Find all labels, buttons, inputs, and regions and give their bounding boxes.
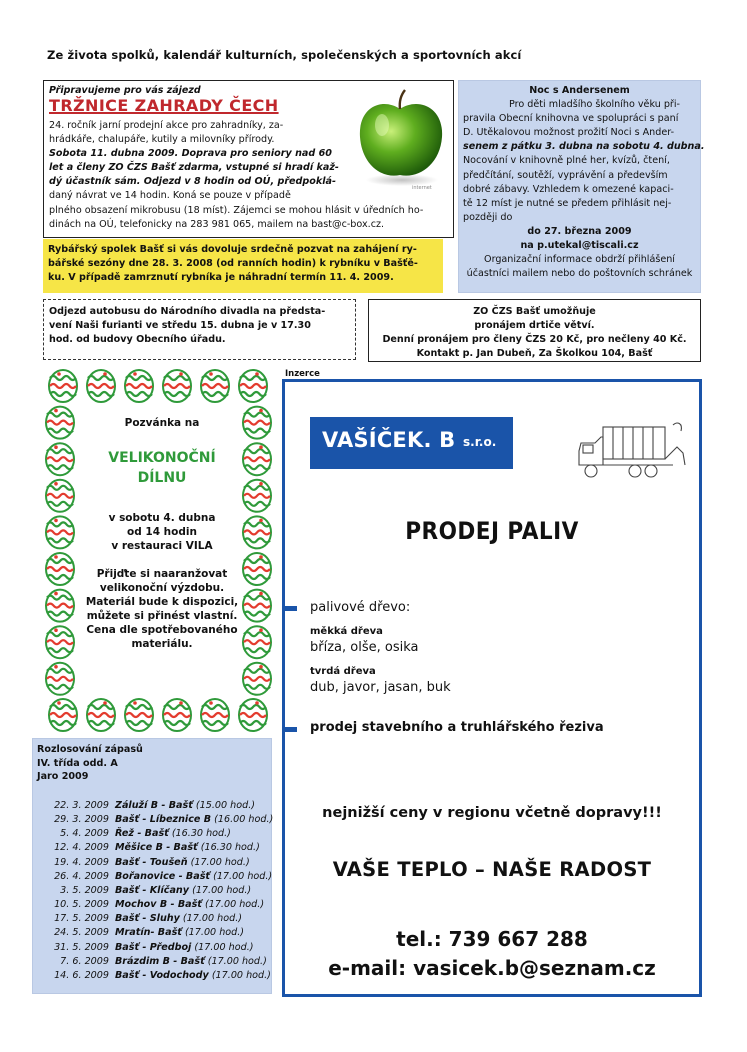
easter-title-1: VELIKONOČNÍ [108,450,216,466]
trznice-line: hrádkáře, chalupáře, kutily a milovníky přírody. [49,134,275,146]
ad-hard-label: tvrdá dřeva [310,666,376,677]
easter-egg-icon [163,370,191,402]
rozl-head-line: IV. třída odd. A [37,757,118,769]
ryb-line: bářské sezóny dne 28. 3. 2008 (od ranních hodin) k rybníku v Bašťě- [48,258,418,270]
match-teams: Bašť - Sluhy [115,913,180,925]
noc-box [458,80,705,293]
noc-line: pravila Obecní knihovna ve spolupráci s paní [463,113,679,125]
match-date: 7. 6. 2009 [60,955,109,967]
match-time: (17.00 hod.) [192,884,252,896]
apple-image [352,87,448,187]
easter-egg-icon [49,370,77,402]
easter-when: v restauraci VILA [111,540,213,552]
match-time: (17.00 hod.) [211,969,271,981]
easter-when: v sobotu 4. dubna [108,512,216,524]
match-date: 3. 5. 2009 [60,884,109,896]
noc-foot: účastníci mailem nebo do poštovních schránek [466,268,693,280]
match-teams: Bašť - Líbeznice B [115,814,212,826]
easter-egg-icon [201,370,229,402]
trznice-line: dý účastník sám. Odjezd v 8 hodin od OÚ, předpoklá- [49,176,337,188]
match-date: 12. 4. 2009 [54,842,109,854]
ryb-line: Rybářský spolek Bašť si vás dovoluje srdečně pozvat na zahájení ry- [48,244,417,255]
apple-credit: internet [412,185,432,191]
odjezd-line: vení Naši furianti ve středu 15. dubna je v 17.30 [49,320,311,332]
easter-invite: Pozvánka na [124,417,200,429]
noc-email: na p.utekal@tiscali.cz [520,240,639,252]
match-row [37,912,273,926]
noc-line: Pro děti mladšího školního věku při- [508,99,680,111]
ad-item-firewood: palivové dřevo: [310,600,411,615]
easter-egg-icon [243,407,271,439]
match-row [37,926,273,940]
match-teams: Bašť - Klíčany [115,884,190,896]
ad-headline: PRODEJ PALIV [405,517,579,545]
easter-egg-icon [243,663,271,695]
match-row [37,955,273,969]
match-row [37,898,273,912]
easter-text: materiálu. [131,638,193,650]
match-date: 14. 6. 2009 [54,969,109,981]
match-row [37,884,273,898]
easter-egg-icon [125,699,153,731]
match-teams: Měšice B - Bašť [115,842,198,854]
easter-egg-icon [243,480,271,512]
match-row [37,799,273,813]
match-time: (17.00 hod.) [213,870,273,882]
odjezd-box [43,299,356,360]
match-time: (17.00 hod.) [207,955,267,967]
inzerce-label: Inzerce [285,369,320,379]
match-date: 5. 4. 2009 [60,828,109,840]
ad-soft-woods: bříza, olše, osika [310,640,419,655]
match-date: 26. 4. 2009 [54,870,109,882]
ad-phone: tel.: 739 667 288 [396,927,588,951]
easter-egg-icon [125,370,153,402]
easter-egg-icon [201,699,229,731]
match-time: (17.00 hod.) [182,913,243,925]
match-teams: Bašť - Předboj [115,941,192,953]
drtic-line: Denní pronájem pro členy ČZS 20 Kč, pro nečleny 40 Kč. [382,334,687,346]
match-date: 19. 4. 2009 [54,856,109,868]
rozlosovani-box [32,738,272,994]
odjezd-line: Odjezd autobusu do Národního divadla na předsta- [49,306,326,317]
match-time: (17.00 hod.) [204,899,265,911]
trznice-line: 24. ročník jarní prodejní akce pro zahradníky, za- [49,120,284,131]
noc-line: později do [463,211,513,223]
match-row [37,841,273,855]
ryb-line: ku. V případě zamrznutí rybníka je náhradní termín 11. 4. 2009. [48,272,394,284]
trznice-title: TRŽNICE ZAHRADY ČECH [49,96,279,115]
noc-line: senem z pátku 3. dubna na sobotu 4. dubna. [463,141,705,153]
noc-line: D. Utěkalovou možnost prožití Noci s Ander- [463,127,675,139]
match-teams: Bašť - Vodochody [115,969,209,981]
ad-prices: nejnižší ceny v regionu včetně dopravy!!! [322,805,662,821]
vasicek-logo [310,417,513,469]
noc-line: dobré zábavy. Vzhledem k omezené kapaci- [463,183,674,195]
match-teams: Řež - Bašť [115,828,169,840]
logo-sro: s.r.o. [463,435,497,449]
noc-line: předčítání, soutěží, vyprávění a především [463,169,668,181]
easter-egg-icon [243,443,271,475]
rozl-head-line: Jaro 2009 [37,771,89,782]
noc-line: Nocování v knihovně plné her, kvízů, čtení, [463,155,670,167]
match-date: 31. 5. 2009 [54,941,109,953]
easter-egg-icon [163,699,191,731]
bullet-marker [285,727,297,732]
logo-name: VAŠÍČEK. B [322,428,456,452]
easter-egg-icon [46,590,74,622]
easter-egg-icon [46,516,74,548]
easter-egg-icon [46,553,74,585]
easter-egg-icon [87,699,115,731]
match-teams: Záluží B - Bašť [115,800,193,811]
match-teams: Brázdim B - Bašť [115,955,205,967]
easter-text: Cena dle spotřebovaného [86,624,238,636]
match-time: (17.00 hod.) [184,927,245,939]
match-time: (17.00 hod.) [190,856,250,868]
match-row [37,856,273,870]
truck-icon [573,417,693,487]
match-time: (16.30 hod.) [171,828,231,840]
rozl-head [37,743,143,784]
match-time: (17.00 hod.) [194,941,254,953]
easter-when: od 14 hodin [127,526,197,538]
easter-egg-icon [46,407,74,439]
trznice-line: daný návrat ve 14 hodin. Koná se pouze v případě [49,190,291,202]
easter-egg-icon [239,699,267,731]
noc-line: tě 12 míst je nutné se předem přihlásit nej- [463,197,672,209]
easter-egg-icon [87,370,115,402]
match-time: (16.30 hod.) [200,842,260,854]
easter-egg-icon [46,626,74,658]
trznice-line: Sobota 11. dubna 2009. Doprava pro seniory nad 60 [49,148,332,160]
noc-foot: Organizační informace obdrží přihlášení [484,254,675,266]
match-row [37,813,273,827]
match-teams: Mratín- Bašť [115,927,182,939]
easter-egg-icon [243,553,271,585]
easter-egg-icon [239,370,267,402]
trznice-line: plného obsazení mikrobusu (18 míst). Zájemci se mohou hlásit v úředních ho- [49,204,424,216]
match-time: (16.00 hod.) [214,814,274,826]
easter-text: Přijďte si naaranžovat [96,568,228,580]
rozl-rows [37,799,273,983]
easter-egg-icon [243,626,271,658]
easter-egg-icon [46,663,74,695]
vasicek-ad [282,379,702,997]
match-date: 29. 3. 2009 [54,814,109,826]
rozl-head-line: Rozlosování zápasů [37,744,143,755]
match-date: 17. 5. 2009 [54,913,109,925]
easter-egg-icon [46,443,74,475]
easter-text: můžete si přinést vlastní. [86,610,238,622]
rybarsky-box [43,239,443,293]
noc-title: Noc s Andersenem [529,85,630,96]
easter-egg-icon [243,590,271,622]
drtic-box [368,299,701,362]
easter-text: velikonoční výzdobu. [99,582,225,594]
easter-egg-icon [49,699,77,731]
match-teams: Mochov B - Bašť [115,899,202,911]
easter-workshop-panel [43,368,276,735]
noc-deadline: do 27. března 2009 [527,225,632,237]
trznice-box [43,80,454,238]
trznice-pre: Připravujeme pro vás zájezd [49,85,201,96]
match-date: 10. 5. 2009 [54,899,109,911]
trznice-line: let a členy ZO ČZS Bašť zdarma, vstupné si hradí kaž- [49,162,339,174]
ad-slogan: VAŠE TEPLO – NAŠE RADOST [332,858,652,881]
match-row [37,827,273,841]
ad-item-lumber: prodej stavebního a truhlářského řeziva [310,720,604,735]
easter-egg-icon [46,480,74,512]
drtic-line: ZO ČZS Bašť umožňuje [473,306,596,317]
page-header: Ze života spolků, kalendář kulturních, společenských a sportovních akcí [47,48,522,62]
match-row [37,941,273,955]
ad-email: e-mail: vasicek.b@seznam.cz [328,956,656,980]
match-row [37,969,273,983]
ad-hard-woods: dub, javor, jasan, buk [310,680,451,695]
easter-title-2: DÍLNU [137,470,187,486]
ad-soft-label: měkká dřeva [310,626,383,637]
match-teams: Bořanovice - Bašť [115,870,211,882]
easter-egg-icon [243,516,271,548]
match-row [37,870,273,884]
drtic-line: pronájem drtiče větví. [474,320,595,332]
match-teams: Bašť - Toušeň [115,856,188,868]
drtic-line: Kontakt p. Jan Dubeň, Za Školkou 104, Bašť [416,348,653,360]
odjezd-line: hod. od budovy Obecního úřadu. [49,334,226,346]
match-time: (15.00 hod.) [195,800,255,811]
trznice-line: dinách na OÚ, telefonicky na 283 981 065, mailem na bast@c-box.cz. [49,218,385,230]
easter-text: Materiál bude k dispozici, [85,596,239,608]
match-date: 24. 5. 2009 [54,927,109,939]
bullet-marker [285,606,297,611]
match-date: 22. 3. 2009 [54,800,109,811]
